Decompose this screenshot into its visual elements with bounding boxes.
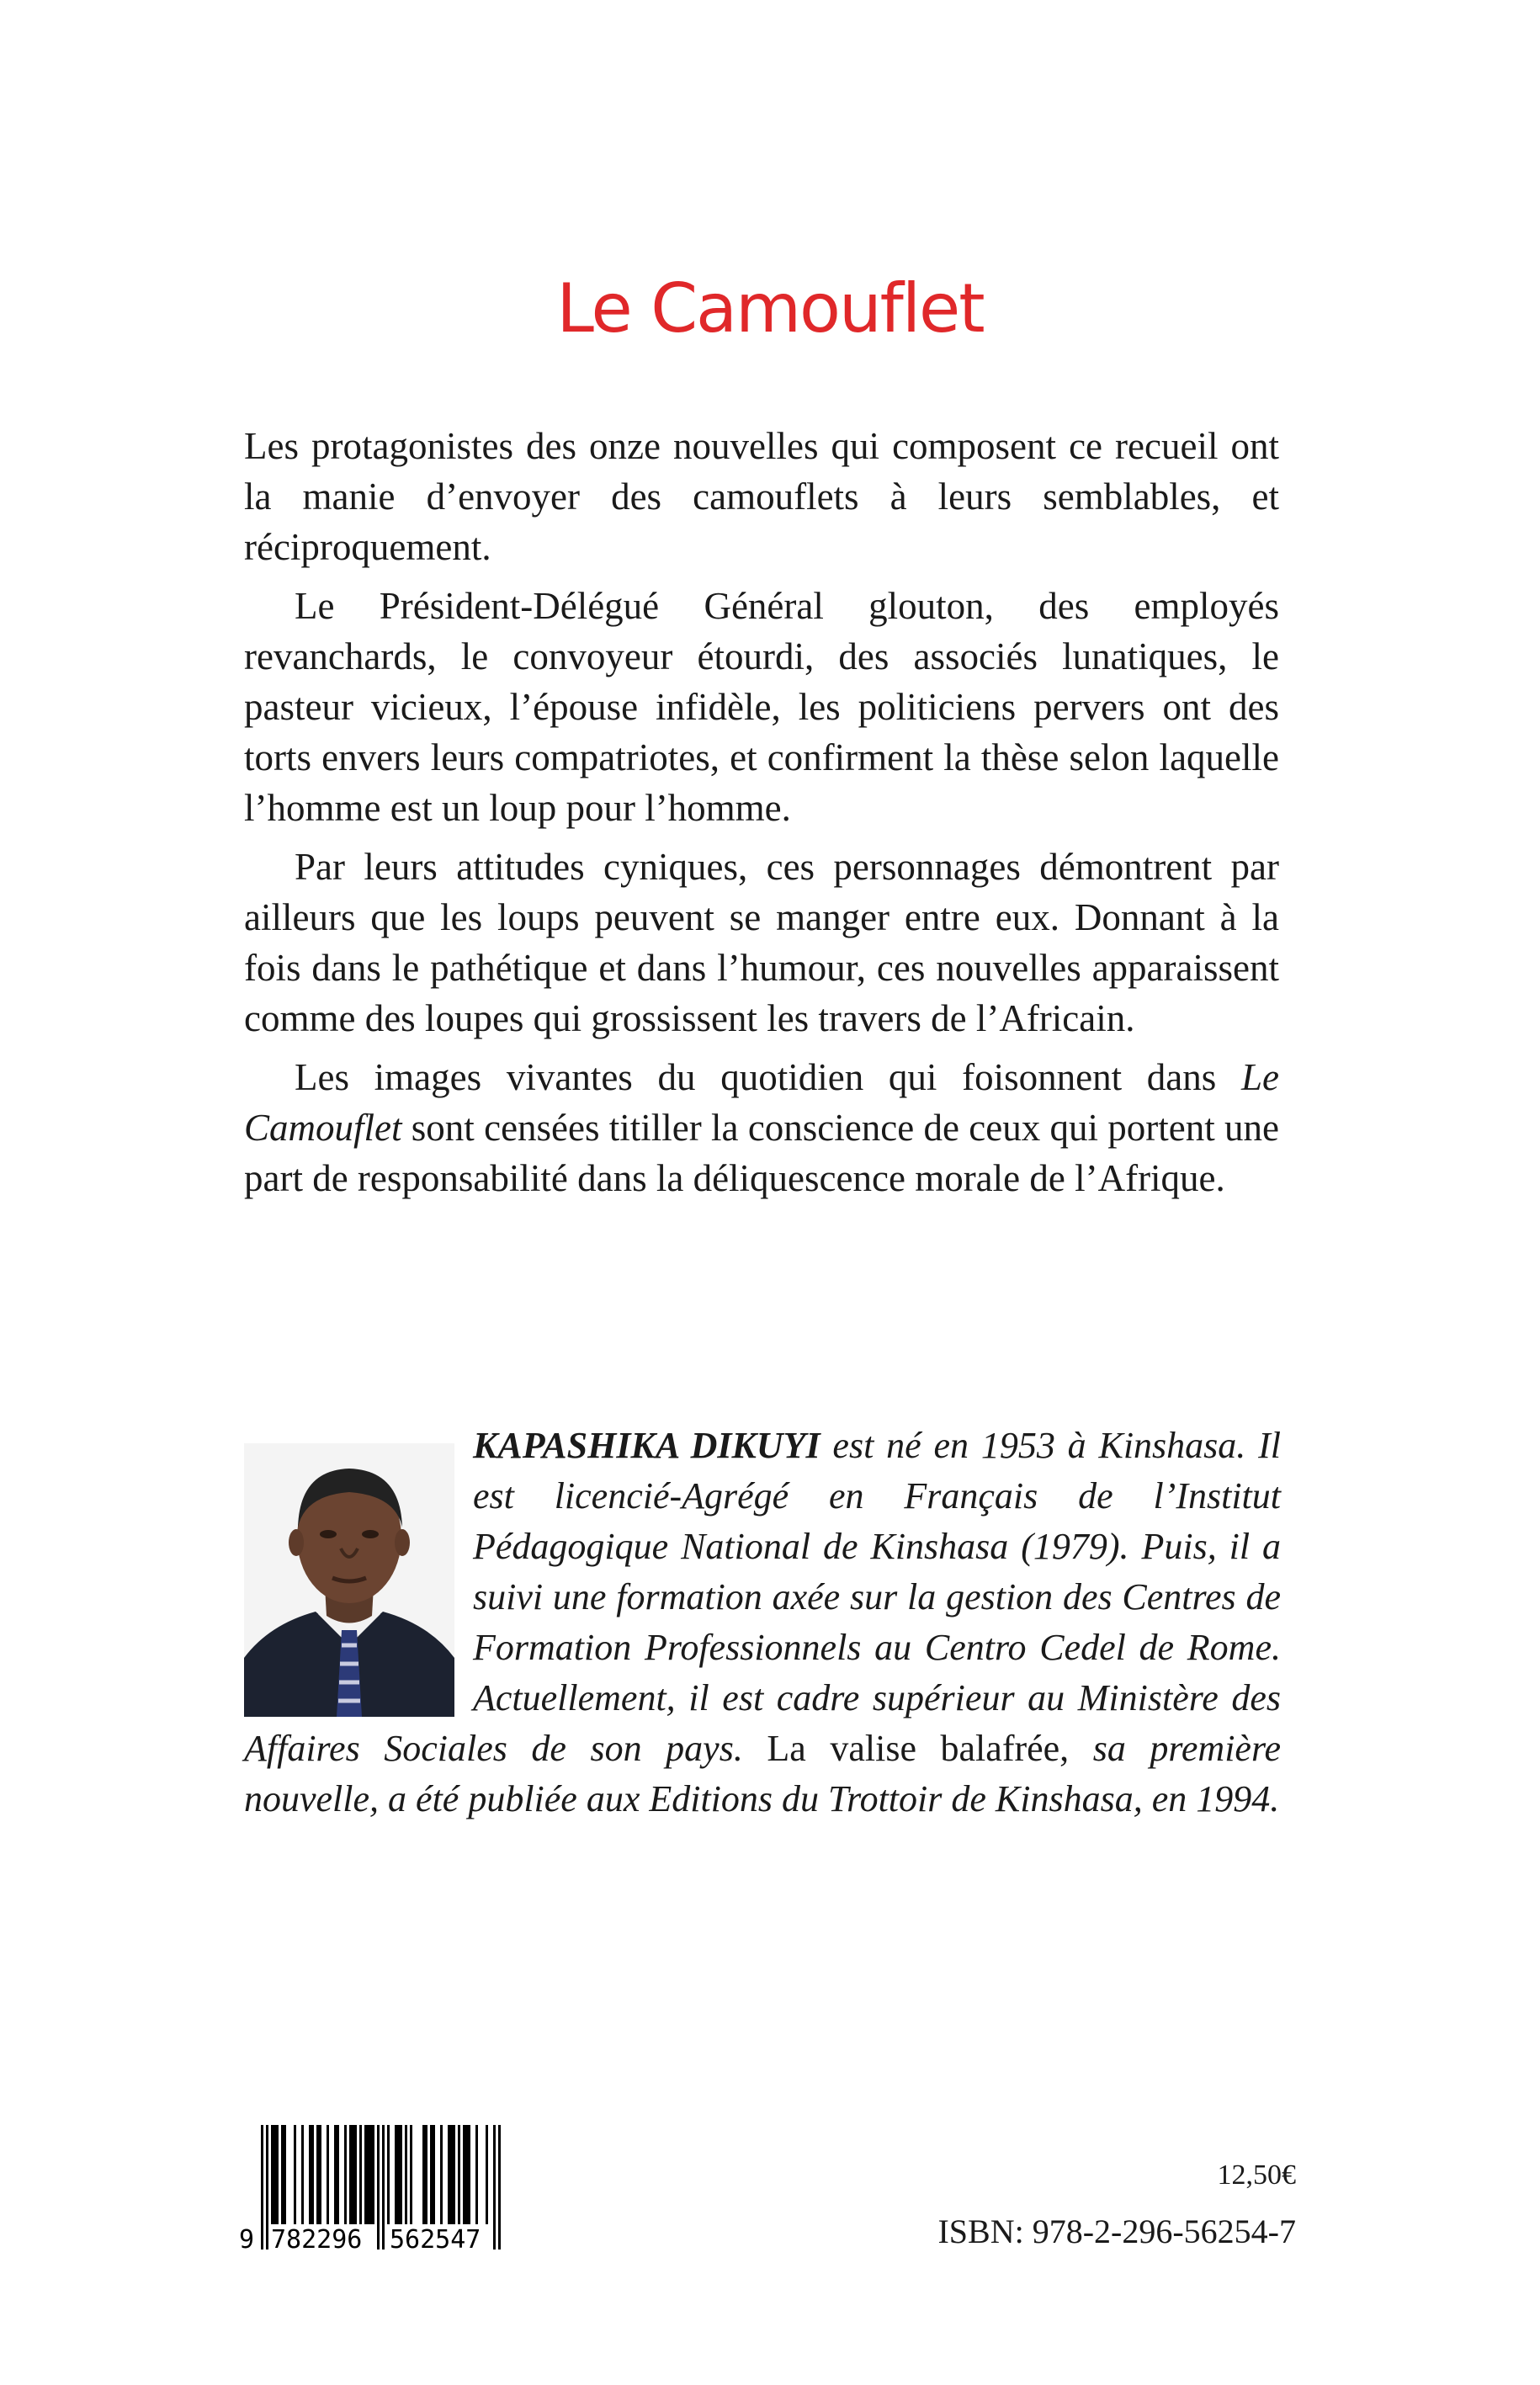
barcode-bar xyxy=(395,2125,397,2224)
barcode-bar xyxy=(349,2125,352,2224)
blurb-paragraph-1: Les protagonistes des onze nouvelles qui composent ce recueil ont la manie d’envoyer des camouflets à leurs semblables, et réciproquement. xyxy=(244,425,1279,568)
blurb-paragraph-2: Le Président-Délégué Général glouton, des employés revanchards, le convoyeur étourdi, des associés lunatiques, le pasteur vicieux, l’épouse infidèle, les politiciens pervers ont des torts envers leurs compatriotes, et confirment la thèse selon laquelle l’homme est un loup pour l’homme. xyxy=(244,585,1279,829)
barcode-bar xyxy=(387,2125,390,2224)
barcode-bar xyxy=(367,2125,369,2224)
barcode-bar xyxy=(352,2125,354,2224)
barcode-bar xyxy=(276,2125,279,2224)
barcode-bar xyxy=(294,2125,296,2224)
author-bio-part-2: sa première nouvelle, a été publiée aux Editions du Trottoir de Kinshasa, en 1994. xyxy=(244,1728,1281,1819)
barcode-bar xyxy=(465,2125,468,2224)
barcode-bar xyxy=(397,2125,400,2224)
barcode-bar xyxy=(337,2125,339,2224)
isbn-label: ISBN: 978-2-296-56254-7 xyxy=(937,2212,1296,2250)
barcode-bar xyxy=(271,2125,273,2224)
barcode-bar xyxy=(425,2125,427,2224)
blurb-paragraph-4 xyxy=(244,1052,1279,1203)
barcode-bar xyxy=(316,2125,319,2224)
author-bio-part-1: est né en 1953 à Kinshasa. Il est licencié-Agrégé en Français de l’Institut Pédagogique National de Kinshasa (1979). Puis, il a suivi une formation axée sur la gestion des Centres de Formation Professionnels au Centro Cedel de Rome. Actuellement, il est cadre supérieur au Ministère des Affaires Sociales de son pays. xyxy=(244,1425,1281,1769)
blurb-p4-end: sont censées titiller la conscience de ceux qui portent une part de responsabilité dans la déliquescence morale de l’Afrique. xyxy=(244,1107,1279,1199)
author-bio xyxy=(244,1421,1281,1825)
blurb-paragraph-3: Par leurs attitudes cyniques, ces personnages démontrent par ailleurs que les loups peuvent se manger entre eux. Donnant à la fois dans le pathétique et dans l’humour, ces nouvelles apparaissent comme des loupes qui grossissent les travers de l’Africain. xyxy=(244,846,1279,1039)
barcode-bar xyxy=(266,2125,268,2250)
barcode-bar xyxy=(433,2125,435,2224)
barcode-bar xyxy=(309,2125,311,2224)
barcode-bar xyxy=(359,2125,362,2224)
barcode-bar xyxy=(377,2125,380,2250)
back-cover-blurb xyxy=(244,421,1279,1212)
barcode-bar xyxy=(498,2125,501,2250)
barcode-bar xyxy=(261,2125,263,2250)
barcode-bar xyxy=(422,2125,425,2224)
barcode-bar xyxy=(458,2125,460,2224)
barcode-bar xyxy=(311,2125,314,2224)
blurb-p4-start: Les images vivantes du quotidien qui foisonnent dans xyxy=(295,1056,1241,1098)
barcode-bar xyxy=(364,2125,367,2224)
barcode-bar xyxy=(430,2125,433,2224)
barcode-bar xyxy=(301,2125,304,2224)
barcode-bar xyxy=(486,2125,488,2224)
barcode-digits: 9 xyxy=(239,2225,255,2250)
price-label: 12,50€ xyxy=(1217,2159,1296,2191)
barcode-bar xyxy=(450,2125,453,2224)
barcode-bar xyxy=(319,2125,321,2224)
barcode-bar xyxy=(448,2125,450,2224)
book-title: Le Camouflet xyxy=(556,269,984,348)
barcode-bar xyxy=(400,2125,402,2224)
barcode-bar xyxy=(463,2125,465,2224)
barcode-bar xyxy=(468,2125,470,2224)
barcode-bar xyxy=(284,2125,286,2224)
barcode-bar xyxy=(475,2125,478,2224)
barcode-bar xyxy=(453,2125,455,2224)
barcode-bar xyxy=(327,2125,329,2224)
barcode-bar xyxy=(372,2125,374,2224)
barcode-digits: 562547 xyxy=(390,2225,481,2250)
barcode-bar xyxy=(354,2125,357,2224)
barcode-bar xyxy=(334,2125,337,2224)
blurb-p4-book-title: Le Camouflet xyxy=(244,1056,1279,1149)
barcode-bar xyxy=(369,2125,372,2224)
barcode-bar xyxy=(281,2125,284,2224)
author-photo-spacer xyxy=(244,1421,473,1719)
author-first-book-title: La valise balafrée, xyxy=(767,1728,1070,1769)
barcode-bar xyxy=(273,2125,276,2224)
barcode-bar xyxy=(382,2125,385,2250)
barcode-bar xyxy=(440,2125,443,2224)
barcode-bar xyxy=(410,2125,412,2224)
author-name: KAPASHIKA DIKUYI xyxy=(473,1425,820,1466)
barcode-bar xyxy=(493,2125,496,2250)
barcode-icon xyxy=(237,2125,522,2250)
barcode-bar xyxy=(405,2125,407,2224)
barcode-bar xyxy=(344,2125,347,2224)
barcode-digits: 782296 xyxy=(271,2225,363,2250)
